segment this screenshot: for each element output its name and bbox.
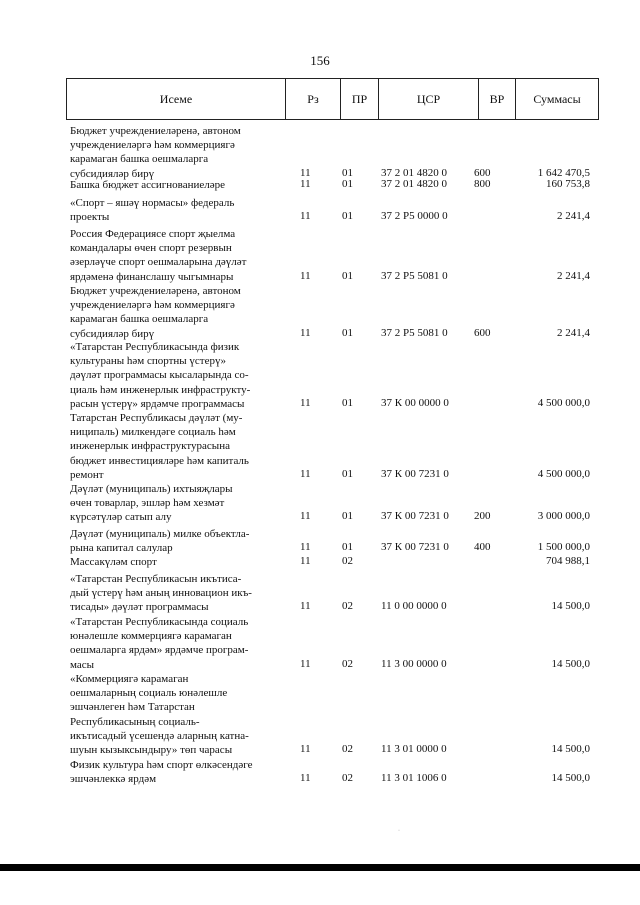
header-vr: ВР <box>478 79 515 119</box>
row-name <box>70 672 278 757</box>
row-name <box>70 758 278 786</box>
row-name-line: эшчәнлеген һәм Татарстан <box>70 701 195 714</box>
row-name-line: ремонт <box>70 468 104 481</box>
row-name-line: дәүләт программасы кысаларында со- <box>70 369 249 382</box>
row-name-line: командалары өчен спорт резервын <box>70 242 232 255</box>
row-rz: 11 <box>300 555 311 567</box>
row-name-line: Бюджет учреждениеләренә, автоном <box>70 125 241 137</box>
row-sum: 1 642 470,5 <box>537 166 590 179</box>
row-name-line: инженерлык инфраструктурасына <box>70 440 230 453</box>
row-name-line: Массакүләм спорт <box>70 556 157 568</box>
row-sum: 2 241,4 <box>557 269 590 282</box>
row-sum: 14 500,0 <box>551 600 590 613</box>
row-name <box>70 411 278 482</box>
row-csr: 37 К 00 0000 0 <box>381 396 449 409</box>
row-name-line: оешмаларга ярдәм» ярдәмче програм- <box>70 644 249 657</box>
row-pr: 01 <box>342 396 353 409</box>
row-pr: 02 <box>342 772 353 785</box>
row-name-line: Татарстан Республикасы дәүләт (му- <box>70 412 243 424</box>
row-name-line: әзерләүче спорт оешмаларына дәүләт <box>70 256 247 269</box>
row-name-line: «Татарстан Республикасында социаль <box>70 616 249 628</box>
row-pr: 01 <box>342 210 353 223</box>
header-name: Исеме <box>159 92 193 106</box>
row-name-line: учреждениеләргә һәм коммерциягә <box>70 299 235 312</box>
row-name-line: расын үстерү» ярдәмче программасы <box>70 397 245 410</box>
row-name-line: Бюджет учреждениеләренә, автоном <box>70 285 241 297</box>
row-csr: 37 К 00 7231 0 <box>381 510 449 523</box>
row-pr: 02 <box>342 743 353 755</box>
row-name <box>70 572 278 615</box>
row-csr: 37 2 01 4820 0 <box>381 166 447 179</box>
scan-speck: · <box>398 828 400 834</box>
row-sum: 160 753,8 <box>546 178 590 190</box>
row-vr: 600 <box>474 326 491 339</box>
row-name-line: икътисадый үсешендә аларның катна- <box>70 729 249 742</box>
table-header <box>66 78 599 120</box>
row-name-line: эшчәнлеккә ярдәм <box>70 773 157 786</box>
row-pr: 01 <box>342 510 353 523</box>
row-vr: 200 <box>474 510 491 523</box>
row-name-line: карамаган башка оешмаларга <box>70 153 209 166</box>
page-bottom-border <box>0 864 640 871</box>
row-name-line: учреждениеләргә һәм коммерциягә <box>70 139 235 152</box>
row-name-line: «Спорт – яшәү нормасы» федераль <box>70 197 235 209</box>
row-name <box>70 615 278 672</box>
row-name-line: ярдәменә финанслашу чыгымнары <box>70 270 234 283</box>
row-sum: 1 500 000,0 <box>537 541 590 554</box>
row-name-line: карамаган башка оешмаларга <box>70 313 209 326</box>
row-name-line: шуын кызыксындыру» төп чарасы <box>70 744 233 757</box>
row-csr: 37 К 00 7231 0 <box>381 541 449 554</box>
row-sum: 14 500,0 <box>551 743 590 755</box>
row-csr: 11 3 00 0000 0 <box>381 657 447 670</box>
row-rz: 11 <box>300 541 311 554</box>
row-csr: 37 2 P5 5081 0 <box>381 326 448 339</box>
row-name-line: дый үстерү һәм аның инновацион икъ- <box>70 587 252 600</box>
row-name-line: Физик культура һәм спорт өлкәсендәге <box>70 759 253 771</box>
row-rz: 11 <box>300 210 311 223</box>
row-name <box>70 124 278 181</box>
row-name-line: күрсәтүләр сатып алу <box>70 511 172 524</box>
row-name-line: оешмаларның социаль юнәлешле <box>70 687 228 700</box>
row-rz: 11 <box>300 772 311 785</box>
row-name <box>70 340 278 411</box>
row-name-line: тисады» дәүләт программасы <box>70 601 209 614</box>
row-name-line: «Татарстан Республикасын икътиса- <box>70 573 242 585</box>
row-rz: 11 <box>300 178 311 190</box>
row-pr: 01 <box>342 166 353 179</box>
row-sum: 2 241,4 <box>557 210 590 223</box>
row-rz: 11 <box>300 467 311 480</box>
page-number: 156 <box>310 53 330 68</box>
row-name-line: Дәүләт (муниципаль) милке объектла- <box>70 528 250 540</box>
row-sum: 4 500 000,0 <box>537 396 590 409</box>
row-csr: 11 3 01 0000 0 <box>381 743 447 755</box>
row-name <box>70 227 278 284</box>
row-csr: 37 К 00 7231 0 <box>381 467 449 480</box>
row-pr: 01 <box>342 326 353 339</box>
row-name-line: Башка бюджет ассигнованиеләре <box>70 179 225 191</box>
row-rz: 11 <box>300 326 311 339</box>
row-name <box>70 527 278 555</box>
row-name-line: циаль һәм инженерлык инфраструкту- <box>70 383 251 396</box>
row-rz: 11 <box>300 657 311 670</box>
row-name-line: культураны һәм спортны үстерү» <box>70 355 226 368</box>
row-name-line: ниципаль) милкендәге социаль һәм <box>70 426 236 439</box>
row-rz: 11 <box>300 510 311 523</box>
row-name-line: масы <box>70 658 95 671</box>
row-vr: 600 <box>474 166 491 179</box>
row-sum: 14 500,0 <box>551 772 590 785</box>
row-name-line: өчен товарлар, эшләр һәм хезмәт <box>70 497 225 510</box>
row-csr: 11 0 00 0000 0 <box>381 600 447 613</box>
row-name <box>70 555 278 569</box>
row-csr: 11 3 01 1006 0 <box>381 772 447 785</box>
row-pr: 02 <box>342 600 353 613</box>
row-pr: 02 <box>342 657 353 670</box>
row-name-line: субсидияләр бирү <box>70 167 155 180</box>
row-name <box>70 284 278 341</box>
row-name <box>70 178 278 192</box>
row-pr: 01 <box>342 178 353 190</box>
row-name-line: бюджет инвестицияләре һәм капиталь <box>70 454 249 467</box>
header-sum: Суммасы <box>515 79 598 119</box>
row-name-line: проекты <box>70 211 110 224</box>
header-pr: ПР <box>340 79 378 119</box>
row-csr: 37 2 P5 0000 0 <box>381 210 448 223</box>
row-name-line: Дәүләт (муниципаль) ихтыяҗлары <box>70 483 233 495</box>
row-name-line: Республикасының социаль- <box>70 715 200 728</box>
row-csr: 37 2 P5 5081 0 <box>381 269 448 282</box>
row-pr: 01 <box>342 467 353 480</box>
header-csr: ЦСР <box>378 79 478 119</box>
row-rz: 11 <box>300 600 311 613</box>
row-name-line: Россия Федерациясе спорт җыелма <box>70 228 236 240</box>
row-csr: 37 2 01 4820 0 <box>381 178 447 190</box>
row-name-line: субсидияләр бирү <box>70 327 155 340</box>
row-vr: 400 <box>474 541 491 554</box>
row-pr: 02 <box>342 555 353 567</box>
row-sum: 704 988,1 <box>546 555 590 567</box>
row-name-line: «Коммерциягә карамаган <box>70 673 189 685</box>
row-sum: 14 500,0 <box>551 657 590 670</box>
row-name <box>70 196 278 224</box>
row-rz: 11 <box>300 743 311 755</box>
row-rz: 11 <box>300 269 311 282</box>
row-name-line: юнәлешле коммерциягә карамаган <box>70 630 232 643</box>
row-name-line: «Татарстан Республикасында физик <box>70 341 240 353</box>
row-name-line: рына капитал салулар <box>70 542 173 555</box>
row-rz: 11 <box>300 396 311 409</box>
header-rz: Рз <box>285 79 340 119</box>
row-sum: 3 000 000,0 <box>537 510 590 523</box>
row-pr: 01 <box>342 269 353 282</box>
row-sum: 4 500 000,0 <box>537 467 590 480</box>
row-name <box>70 482 278 525</box>
row-pr: 01 <box>342 541 353 554</box>
row-rz: 11 <box>300 166 311 179</box>
row-vr: 800 <box>474 178 491 190</box>
row-sum: 2 241,4 <box>557 326 590 339</box>
